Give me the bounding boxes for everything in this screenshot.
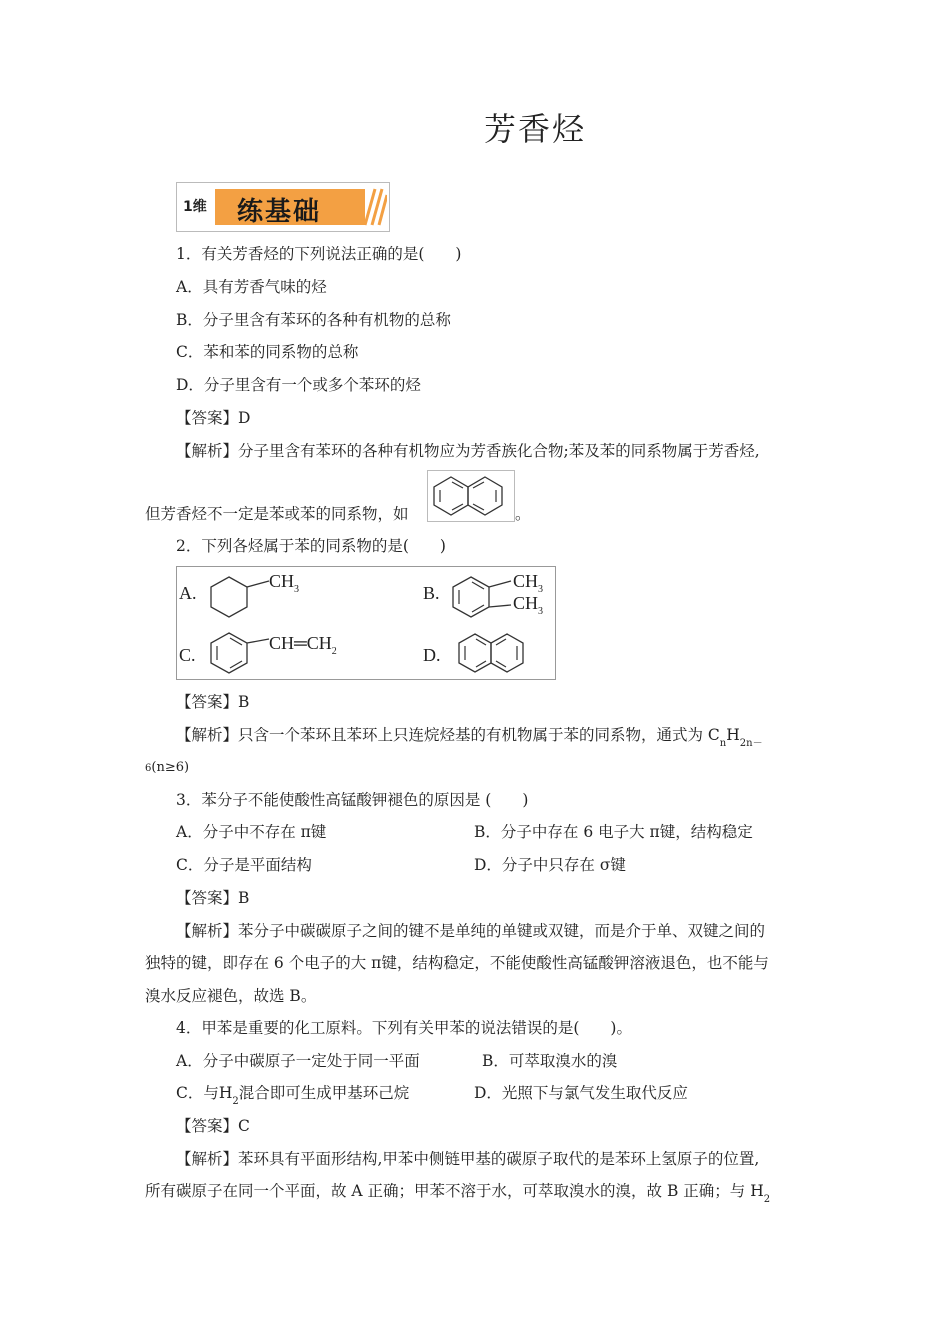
q3-option-d: D．分子中只存在 σ键 xyxy=(474,856,626,874)
q3-analysis-line3: 溴水反应褪色，故选 B。 xyxy=(145,987,317,1005)
q1-option-a: A．具有芳香气味的烃 xyxy=(176,278,327,296)
q2-b-ch-top: CH xyxy=(513,571,539,591)
naphthalene-structure xyxy=(427,470,515,522)
q2-b-ch3-top xyxy=(513,571,544,595)
q4-option-c xyxy=(176,1083,409,1106)
q2-option-a-label: A. xyxy=(179,583,197,603)
q2-sub-n: n xyxy=(719,738,727,749)
q4-option-d: D．光照下与氯气发生取代反应 xyxy=(474,1084,688,1102)
q4-stem: 4．甲苯是重要的化工原料。下列有关甲苯的说法错误的是( )。 xyxy=(176,1019,632,1037)
q4-analysis-line2-sub: 2 xyxy=(763,1194,771,1205)
q2-options-box xyxy=(176,566,556,680)
q2-b-ch-bottom: CH xyxy=(513,593,539,613)
q2-c-vinyl-text: CH═CH xyxy=(269,633,332,653)
q2-analysis-text: 【解析】只含一个苯环且苯环上只连烷烃基的有机物属于苯的同系物，通式为 C xyxy=(176,726,720,744)
badge-stripes-icon xyxy=(357,187,387,227)
q4-analysis-line2-text: 所有碳原子在同一个平面，故 A 正确；甲苯不溶于水，可萃取溴水的溴，故 B 正确；与 H xyxy=(145,1182,764,1200)
q2-b-ch3-bottom xyxy=(513,593,544,617)
q2-c-sub2: 2 xyxy=(331,646,337,657)
q3-option-c: C．分子是平面结构 xyxy=(176,856,312,874)
q1-option-b: B．分子里含有苯环的各种有机物的总称 xyxy=(176,311,451,329)
q2-a-ch: CH xyxy=(269,571,295,591)
q2-c-vinyl xyxy=(269,633,337,657)
q4-answer: 【答案】C xyxy=(176,1117,250,1135)
q2-option-b-label: B. xyxy=(423,583,440,603)
q3-analysis-line2: 独特的键，即存在 6 个电子的大 π键，结构稳定，不能使酸性高锰酸钾溶液退色，也不能与 xyxy=(145,954,769,972)
q2-b-sub3-top: 3 xyxy=(538,584,544,595)
q2-a-ch3 xyxy=(269,571,300,595)
q2-h: H xyxy=(726,726,740,744)
q2-answer: 【答案】B xyxy=(176,693,250,711)
section-badge xyxy=(176,182,390,232)
q2-analysis-line1 xyxy=(176,725,763,748)
badge-tag: 1维 xyxy=(183,199,207,215)
q2-sub-6: 6 xyxy=(145,763,152,774)
q2-n-condition: (n≥6) xyxy=(151,760,190,775)
q4-analysis-line1: 【解析】苯环具有平面形结构,甲苯中侧链甲基的碳原子取代的是苯环上氢原子的位置, xyxy=(176,1150,760,1168)
q3-answer: 【答案】B xyxy=(176,889,250,907)
q2-option-c-label: C. xyxy=(179,645,196,665)
q1-answer: 【答案】D xyxy=(176,409,251,427)
q4-analysis-line2 xyxy=(145,1181,770,1204)
methylcyclohexane-icon xyxy=(209,571,319,623)
q2-analysis-line2 xyxy=(145,758,189,779)
q1-analysis-line2-end: 。 xyxy=(515,505,531,523)
q1-option-d: D．分子里含有一个或多个苯环的烃 xyxy=(176,376,421,394)
q1-analysis-line1: 【解析】分子里含有苯环的各种有机物应为芳香族化合物;苯及苯的同系物属于芳香烃, xyxy=(176,442,760,460)
q2-stem: 2．下列各烃属于苯的同系物的是( ) xyxy=(176,537,446,555)
q1-option-c: C．苯和苯的同系物的总称 xyxy=(176,343,359,361)
q3-analysis-line1: 【解析】苯分子中碳碳原子之间的键不是单纯的单键或双键，而是介于单、双键之间的 xyxy=(176,922,766,940)
q2-option-d-label: D. xyxy=(423,645,441,665)
q4-option-c-start: C．与H xyxy=(176,1084,233,1102)
xylene-icon xyxy=(451,571,521,623)
q1-analysis-line2-start: 但芳香烃不一定是苯或苯的同系物，如 xyxy=(145,505,409,523)
q4-option-a: A．分子中碳原子一定处于同一平面 xyxy=(176,1052,420,1070)
q2-a-sub3: 3 xyxy=(294,584,300,595)
q2-sub-2n: 2n－ xyxy=(739,738,763,749)
q4-option-c-end: 混合即可生成甲基环己烷 xyxy=(238,1084,410,1102)
naphthalene-option-icon xyxy=(455,631,535,677)
q4-option-c-sub: 2 xyxy=(232,1096,239,1107)
q3-stem: 3．苯分子不能使酸性高锰酸钾褪色的原因是 ( ) xyxy=(176,791,529,809)
page-title: 芳香烃 xyxy=(483,110,586,148)
badge-label: 练基础 xyxy=(237,197,322,227)
q2-b-sub3-bottom: 3 xyxy=(538,606,544,617)
q4-option-b: B．可萃取溴水的溴 xyxy=(482,1052,618,1070)
q3-option-a: A．分子中不存在 π键 xyxy=(176,823,327,841)
q3-option-b: B．分子中存在 6 电子大 π键，结构稳定 xyxy=(474,823,753,841)
q1-stem: 1．有关芳香烃的下列说法正确的是( ) xyxy=(176,245,462,263)
naphthalene-icon xyxy=(428,471,514,521)
